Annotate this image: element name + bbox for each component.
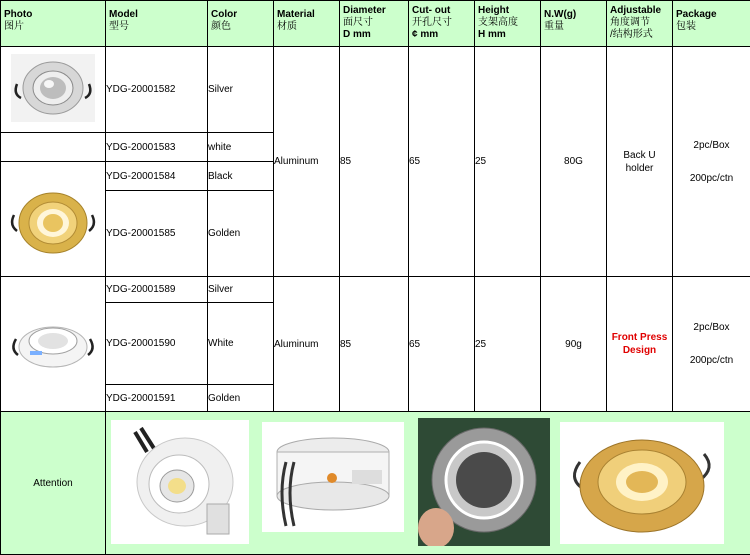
package-cell <box>673 47 750 277</box>
header-photo <box>1 1 106 47</box>
adjustable-text: holder <box>607 162 672 175</box>
header-color <box>208 1 274 47</box>
attention-photos <box>106 412 750 555</box>
photo-cell <box>1 47 106 133</box>
header-label-cn: 型号 <box>109 21 205 33</box>
adjustable-text: Design <box>607 344 672 357</box>
cutout-cell: 65 <box>409 47 475 277</box>
cob-downlight-photo <box>111 420 249 544</box>
header-label-cn: /结构形式 <box>610 29 670 41</box>
model-cell: YDG-20001590 <box>106 303 208 385</box>
model-cell: YDG-20001589 <box>106 277 208 303</box>
header-label: Height <box>478 5 538 17</box>
model-cell: YDG-20001585 <box>106 191 208 277</box>
adjustable-text: Back U <box>607 149 672 162</box>
model-cell: YDG-20001591 <box>106 385 208 412</box>
table-row <box>1 47 750 133</box>
header-label: Package <box>676 9 748 21</box>
package-text: 200pc/ctn <box>673 172 750 185</box>
adjustable-text: Front Press <box>607 331 672 344</box>
header-adjustable <box>607 1 673 47</box>
color-cell: Golden <box>208 385 274 412</box>
header-label: Adjustable <box>610 5 670 17</box>
header-label-cn: 颜色 <box>211 21 271 33</box>
weight-cell: 90g <box>541 277 607 412</box>
header-weight <box>541 1 607 47</box>
model-cell: YDG-20001583 <box>106 133 208 162</box>
package-text: 2pc/Box <box>673 321 750 334</box>
color-cell: White <box>208 303 274 385</box>
header-diameter <box>340 1 409 47</box>
header-label: Cut- out <box>412 5 472 17</box>
package-text: 2pc/Box <box>673 139 750 152</box>
photo-cell <box>1 277 106 412</box>
diameter-cell: 85 <box>340 47 409 277</box>
material-cell: Aluminum <box>274 277 340 412</box>
height-cell: 25 <box>475 47 541 277</box>
header-label: N.W(g) <box>544 9 604 21</box>
weight-cell: 80G <box>541 47 607 277</box>
spring-clip-photo <box>262 422 404 532</box>
attention-row <box>1 412 750 555</box>
header-cutout <box>409 1 475 47</box>
header-height <box>475 1 541 47</box>
color-cell: white <box>208 133 274 162</box>
golden-ring-photo <box>560 422 724 544</box>
material-cell: Aluminum <box>274 47 340 277</box>
header-package <box>673 1 750 47</box>
adjustable-cell <box>607 47 673 277</box>
header-label-cn: 重量 <box>544 21 604 33</box>
header-label-cn: 包装 <box>676 21 748 33</box>
header-label-cn: 材质 <box>277 21 337 33</box>
photo-cell <box>1 162 106 277</box>
header-unit: ¢ mm <box>412 29 472 41</box>
header-model <box>106 1 208 47</box>
header-label-cn: 支架高度 <box>478 17 538 29</box>
model-cell: YDG-20001582 <box>106 47 208 133</box>
header-label: Photo <box>4 9 103 21</box>
color-cell: Black <box>208 162 274 191</box>
package-text: 200pc/ctn <box>673 354 750 367</box>
adjustable-cell <box>607 277 673 412</box>
header-label: Material <box>277 9 337 21</box>
white-downlight-photo <box>8 311 98 378</box>
diameter-cell: 85 <box>340 277 409 412</box>
header-label-cn: 图片 <box>4 21 103 33</box>
header-row <box>1 1 750 47</box>
header-label: Model <box>109 9 205 21</box>
header-label-cn: 开孔尺寸 <box>412 17 472 29</box>
package-cell <box>673 277 750 412</box>
header-label-cn: 面尺寸 <box>343 17 406 29</box>
table-row <box>1 277 750 303</box>
header-unit: H mm <box>478 29 538 41</box>
silver-downlight-photo <box>11 54 95 125</box>
cutout-cell: 65 <box>409 277 475 412</box>
header-material <box>274 1 340 47</box>
color-cell: Silver <box>208 47 274 133</box>
height-cell: 25 <box>475 277 541 412</box>
model-cell: YDG-20001584 <box>106 162 208 191</box>
color-cell: Silver <box>208 277 274 303</box>
header-label-cn: 角度调节 <box>610 17 670 29</box>
silver-ring-photo <box>418 418 550 546</box>
header-unit: D mm <box>343 29 406 41</box>
color-cell: Golden <box>208 191 274 277</box>
attention-label: Attention <box>1 412 106 555</box>
photo-cell <box>1 133 106 162</box>
golden-downlight-photo <box>8 183 98 266</box>
header-label: Color <box>211 9 271 21</box>
header-label: Diameter <box>343 5 406 17</box>
